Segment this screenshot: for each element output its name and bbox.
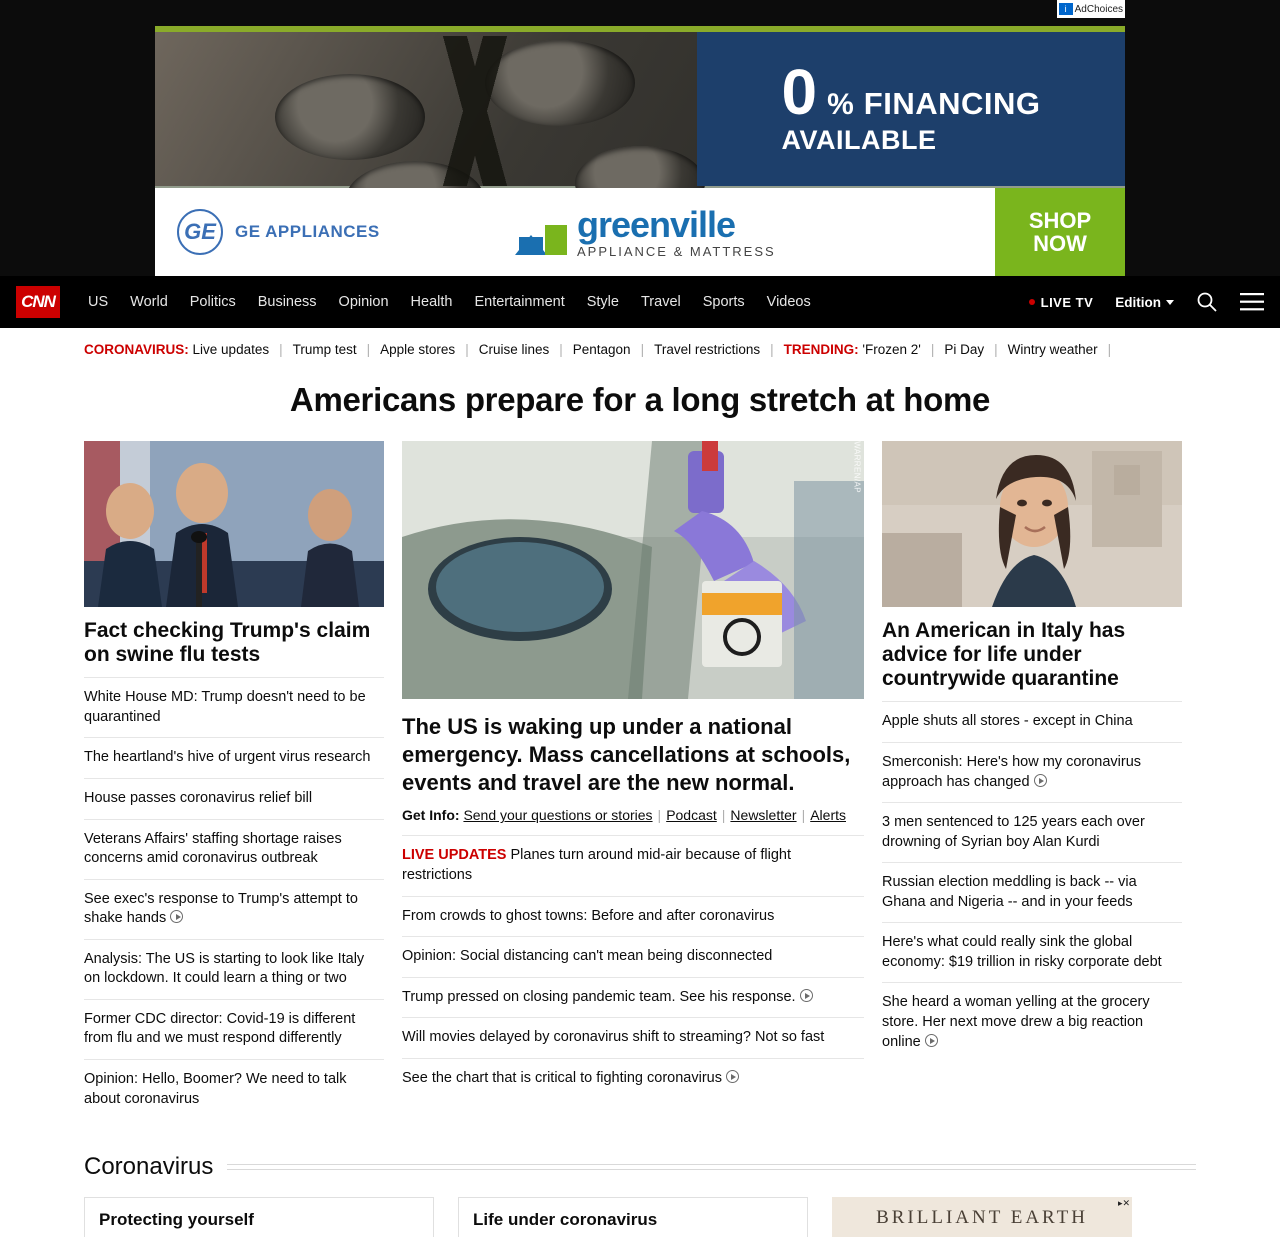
ad-offer-financing: FINANCING [863,86,1041,122]
ticker-item-travel-restrictions[interactable]: Travel restrictions [654,342,761,357]
card-protecting-yourself[interactable] [84,1197,434,1237]
list-item [882,922,1182,982]
ticker-item-live-updates[interactable]: Live updates [192,342,270,357]
list-item [402,835,864,895]
ticker-separator: | [366,342,371,357]
get-info-questions-link[interactable]: Send your questions or stories [463,807,653,824]
ticker-item-cruise-lines[interactable]: Cruise lines [478,342,550,357]
live-tv-label: LIVE TV [1040,294,1094,310]
list-item [84,939,384,999]
nav-item-opinion[interactable]: Opinion [338,294,389,310]
list-item [84,737,384,778]
ticker-separator: | [559,342,563,357]
section-divider [227,1164,1196,1170]
middle-link-1[interactable]: From crowds to ghost towns: Before and after coronavirus [402,907,775,924]
nav-item-health[interactable]: Health [410,294,453,310]
list-item [882,802,1182,862]
ticker-separator: | [770,342,774,357]
left-link-2[interactable]: House passes coronavirus relief bill [84,789,313,806]
middle-lead-headline[interactable]: The US is waking up under a national emergency. Mass cancellations at schools, events and travel are the new normal. [402,714,851,796]
nav-item-entertainment[interactable]: Entertainment [474,294,565,310]
search-icon[interactable] [1196,291,1218,313]
ad-offer-percent: % [827,88,854,122]
right-link-1[interactable] [882,743,1182,802]
list-item [402,1058,864,1099]
ad-stove-photo [155,26,1125,186]
get-info-row [402,805,864,835]
ad-choices-icon: i [1059,3,1073,15]
shop-now-line2: NOW [1033,231,1087,256]
right-link-1-text: Smerconish: Here's how my coronavirus approach has changed [882,753,1142,790]
nav-item-world[interactable]: World [130,294,168,310]
middle-link-5-text: See the chart that is critical to fighting coronavirus [402,1069,722,1086]
drive-through-testing-swab-photo[interactable] [402,410,864,699]
left-link-4[interactable] [84,880,384,939]
left-link-3[interactable]: Veterans Affairs' staffing shortage raises concerns amid coronavirus outbreak [84,830,342,867]
list-item [84,778,384,819]
get-info-newsletter-link[interactable]: Newsletter [730,807,797,824]
cnn-logo[interactable]: CNN [16,286,60,318]
ad-offer-panel [697,32,1125,186]
list-item [402,1017,864,1058]
list-item [402,936,864,977]
ge-logo-icon: GE [177,209,223,255]
middle-link-5[interactable] [402,1059,864,1099]
ticker-separator: | [930,342,935,357]
right-link-5-text: She heard a woman yelling at the grocery store. Her next move drew a big reaction online [882,994,1150,1050]
get-info-alerts-link[interactable]: Alerts [810,807,846,824]
live-tv-button[interactable] [1029,295,1094,310]
list-item [84,1059,384,1119]
ad-offer-available: AVAILABLE [781,124,937,155]
right-link-0[interactable]: Apple shuts all stores - except in China [882,713,1133,730]
middle-story-list [402,835,864,1098]
list-item [84,879,384,939]
video-play-icon [726,1070,739,1083]
live-updates-badge: LIVE UPDATES [402,847,507,864]
ticker-label-trending: TRENDING: [783,342,859,357]
right-link-5[interactable] [882,983,1182,1062]
ticker-item-wintry-weather[interactable]: Wintry weather [1007,342,1098,357]
ad-offer-zero: 0 [781,56,818,129]
video-play-icon [925,1034,938,1047]
edition-label: Edition [1115,294,1161,310]
get-info-label: Get Info: [402,807,460,824]
section-header [84,1153,1196,1181]
list-item [84,819,384,879]
nav-item-style[interactable]: Style [586,294,619,310]
separator: | [801,807,806,824]
coronavirus-section [0,1119,1280,1237]
middle-link-3-text: Trump pressed on closing pandemic team. See his response. [402,988,796,1005]
ticker-separator: | [279,342,283,357]
page-content [0,328,1280,1237]
nav-item-videos[interactable]: Videos [766,294,811,310]
ad-choices-label: AdChoices [1074,3,1123,15]
nav-item-politics[interactable]: Politics [189,294,236,310]
right-link-3[interactable]: Russian election meddling is back -- via Ghana and Nigeria -- and in your feeds [882,874,1137,910]
ticker-item-trump-test[interactable]: Trump test [292,342,357,357]
video-play-icon [1034,774,1047,787]
card-title: Life under coronavirus [473,1210,658,1230]
card-life-under-coronavirus[interactable] [458,1197,808,1237]
left-link-1[interactable]: The heartland's hive of urgent virus research [84,749,371,766]
middle-link-3[interactable] [402,978,864,1018]
top-stories-grid [0,410,1280,1119]
list-item [882,982,1182,1062]
list-item [402,977,864,1018]
ticker-separator: | [994,342,998,357]
ticker-separator: | [1107,342,1112,357]
chevron-down-icon [1166,300,1174,305]
card-title: Protecting yourself [99,1210,254,1230]
left-link-0[interactable]: White House MD: Trump doesn't need to be quarantined [84,689,366,725]
top-leaderboard-ad-region [0,0,1280,276]
house-icon [515,209,567,255]
left-column [84,441,384,1119]
right-link-4[interactable]: Here's what could really sink the global economy: $19 trillion in risky corporate debt [882,934,1162,970]
left-link-6[interactable]: Former CDC director: Covid-19 is different from flu and we must respond differently [84,1010,356,1047]
shop-now-line1: SHOP [1028,207,1092,233]
list-item [84,999,384,1059]
sidebar-ad[interactable] [832,1197,1132,1237]
hamburger-menu-icon[interactable] [1240,293,1264,311]
right-lead-headline[interactable]: An American in Italy has advice for life under countrywide quarantine [882,619,1126,691]
middle-link-4[interactable]: Will movies delayed by coronavirus shift to streaming? Not so fast [402,1029,825,1046]
nav-item-us[interactable]: US [88,294,109,310]
ticker-label-coronavirus: CORONAVIRUS: [84,342,189,357]
page-title: Americans prepare for a long stretch at home [289,381,991,418]
left-lead-headline[interactable]: Fact checking Trump's claim on swine flu tests [84,619,371,667]
right-story-list [882,701,1182,1062]
middle-link-2[interactable]: Opinion: Social distancing can't mean being disconnected [402,948,773,965]
video-play-icon [170,910,183,923]
ticker-item-pi-day[interactable]: Pi Day [944,342,985,357]
edition-selector[interactable] [1115,295,1174,310]
left-link-7[interactable]: Opinion: Hello, Boomer? We need to talk about coronavirus [84,1071,347,1107]
trump-pence-podium-photo[interactable] [84,441,384,607]
left-link-4-text: See exec's response to Trump's attempt to shake hands [84,890,358,927]
get-info-podcast-link[interactable]: Podcast [666,807,717,824]
nav-item-sports[interactable]: Sports [702,294,745,310]
main-navigation-bar [0,276,1280,328]
greenville-sublabel: APPLIANCE & MATTRESS [577,243,776,259]
stove-grate-graphic [195,36,755,186]
separator: | [721,807,726,824]
section-cards [84,1197,1196,1237]
woman-webcam-interview-photo[interactable] [882,441,1182,607]
greenville-brand [515,203,995,259]
separator: | [657,807,662,824]
list-item [882,742,1182,802]
image-credit: TED S. WARREN/AP [853,410,862,493]
shop-now-button[interactable] [995,188,1125,276]
nav-item-travel[interactable]: Travel [640,294,681,310]
ad-choices-icon[interactable]: ▸✕ [1117,1198,1130,1209]
greenville-label: greenville [577,203,736,245]
ticker-item-pentagon[interactable]: Pentagon [572,342,631,357]
nav-item-business[interactable]: Business [257,294,317,310]
ticker-separator: | [465,342,469,357]
ad-brand-bar [155,188,1125,276]
video-play-icon [800,989,813,1002]
ge-appliances-label: GE APPLIANCES [235,222,380,241]
ticker-item-apple-stores[interactable]: Apple stores [380,342,456,357]
section-title[interactable]: Coronavirus [84,1153,214,1181]
nav-right-controls [1029,291,1264,313]
ticker-separator: | [640,342,645,357]
live-dot-icon [1029,299,1035,305]
middle-column [402,410,864,1098]
left-story-list [84,677,384,1119]
ge-appliances-brand [155,209,515,255]
leaderboard-ad[interactable] [155,3,1125,276]
right-column [882,441,1182,1062]
breaking-news-ticker [0,328,1280,369]
list-item [882,701,1182,742]
left-link-5[interactable]: Analysis: The US is starting to look like Italy on lockdown. It could learn a thing or two [84,950,365,987]
ad-choices-badge[interactable] [1057,0,1125,18]
list-item [402,896,864,937]
middle-link-0-text: Planes turn around mid-air because of flight restrictions [402,847,791,884]
list-item [882,862,1182,922]
middle-link-0[interactable] [402,836,864,895]
nav-links [88,294,811,310]
sidebar-ad-text: BRILLIANT EARTH [876,1207,1088,1229]
right-link-2[interactable]: 3 men sentenced to 125 years each over drowning of Syrian boy Alan Kurdi [882,814,1145,850]
ticker-item-frozen-2[interactable]: 'Frozen 2' [862,342,921,357]
list-item [84,677,384,737]
